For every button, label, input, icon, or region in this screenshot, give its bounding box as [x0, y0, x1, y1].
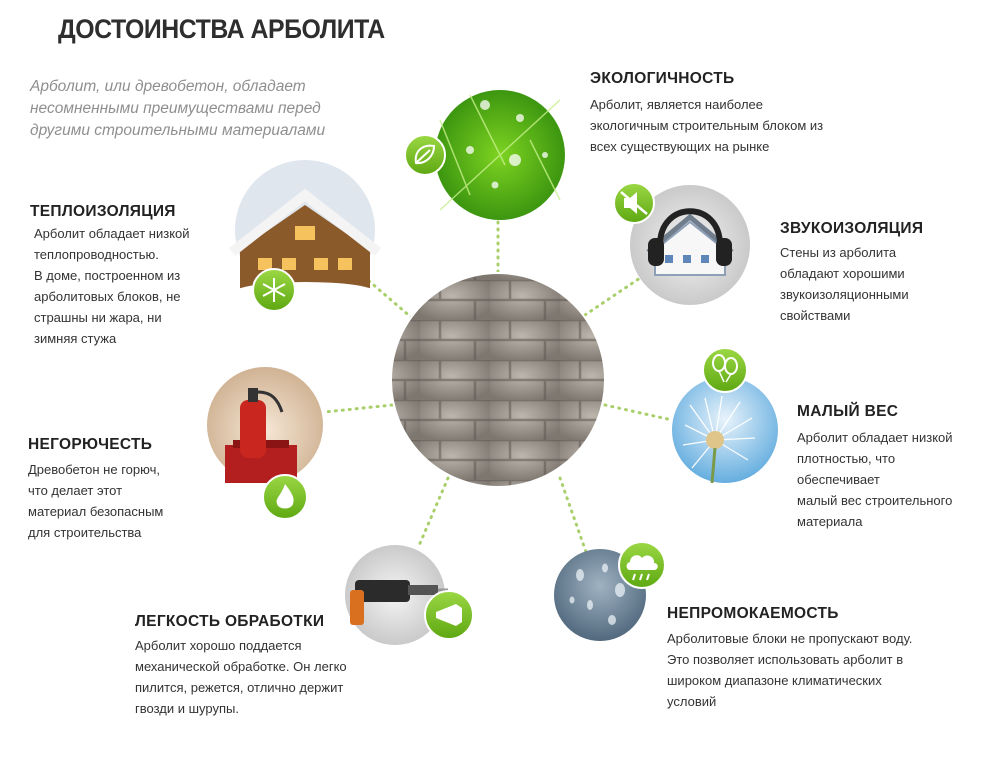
feature-line: Арболит обладает низкой [797, 430, 953, 445]
snowflake-icon [253, 269, 295, 311]
feature-fire [28, 436, 163, 543]
feature-line: Арболит обладает низкой [34, 226, 190, 241]
feature-line: широком диапазоне климатических [667, 673, 882, 688]
feature-sound [780, 220, 923, 326]
feature-weight [797, 403, 953, 532]
feature-line: всех существующих на рынке [590, 139, 770, 154]
feature-title: ТЕПЛОИЗОЛЯЦИЯ [30, 203, 176, 220]
intro-line: другими строительными материалами [30, 122, 326, 139]
feature-text [590, 94, 823, 157]
feature-line: теплопроводностью. [34, 247, 159, 262]
feature-title: ЗВУКОИЗОЛЯЦИЯ [780, 220, 924, 237]
eco-image [435, 90, 565, 220]
tool-icon [425, 591, 473, 639]
feature-text [135, 635, 347, 719]
intro-line: несомненными преимуществами перед [30, 100, 321, 117]
feature-text [667, 628, 912, 712]
cloud-rain-icon [619, 542, 665, 588]
feature-line: для строительства [28, 525, 142, 540]
feature-line: звукоизоляционными [780, 287, 909, 302]
feature-water [667, 605, 912, 712]
feature-eco [590, 70, 823, 157]
feature-line: страшны ни жара, ни [34, 310, 162, 325]
feature-line: Арболит, является наиболее [590, 97, 764, 112]
feature-title: МАЛЫЙ ВЕС [797, 403, 899, 420]
fire-image [207, 367, 323, 483]
feature-title: НЕГОРЮЧЕСТЬ [28, 436, 153, 453]
page-title: ДОСТОИНСТВА АРБОЛИТА [58, 14, 385, 44]
feature-line: материала [797, 514, 863, 529]
intro-line: Арболит, или древобетон, обладает [30, 78, 306, 95]
balloons-icon [703, 348, 747, 392]
feature-line: Древобетон не горюч, [28, 462, 160, 477]
feature-line: арболитовых блоков, не [34, 289, 181, 304]
feature-line: обеспечивает [797, 472, 880, 487]
feature-line: В доме, построенном из [34, 268, 181, 283]
center-block-image [391, 273, 605, 487]
feature-line: пилится, режется, отлично держит [135, 680, 344, 695]
feature-text [780, 242, 923, 326]
feature-text [34, 223, 190, 349]
feature-line: гвозди и шурупы. [135, 701, 239, 716]
mute-icon [614, 183, 654, 223]
leaf-icon [405, 135, 445, 175]
feature-text [28, 459, 163, 543]
feature-line: механической обработке. Он легко [135, 659, 347, 674]
feature-line: малый вес строительного [797, 493, 953, 508]
feature-line: Это позволяет использовать арболит в [667, 652, 904, 667]
feature-heat [30, 203, 190, 349]
feature-line: Арболитовые блоки не пропускают воду. [667, 631, 913, 646]
feature-line: зимняя стужа [34, 331, 117, 346]
feature-line: материал безопасным [28, 504, 164, 519]
feature-title: НЕПРОМОКАЕМОСТЬ [667, 605, 839, 622]
flame-icon [263, 475, 307, 519]
feature-line: условий [667, 694, 717, 709]
feature-text [797, 427, 953, 532]
feature-line: Стены из арболита [780, 245, 897, 260]
feature-line: плотностью, что [797, 451, 896, 466]
feature-line: экологичным строительным блоком из [590, 118, 824, 133]
feature-line: свойствами [780, 308, 851, 323]
feature-line: что делает этот [28, 483, 123, 498]
feature-work [135, 613, 347, 719]
heat-image [232, 160, 378, 302]
feature-title: ЛЕГКОСТЬ ОБРАБОТКИ [135, 613, 325, 630]
feature-line: Арболит хорошо поддается [135, 638, 302, 653]
feature-line: обладают хорошими [780, 266, 905, 281]
feature-title: ЭКОЛОГИЧНОСТЬ [590, 70, 735, 87]
